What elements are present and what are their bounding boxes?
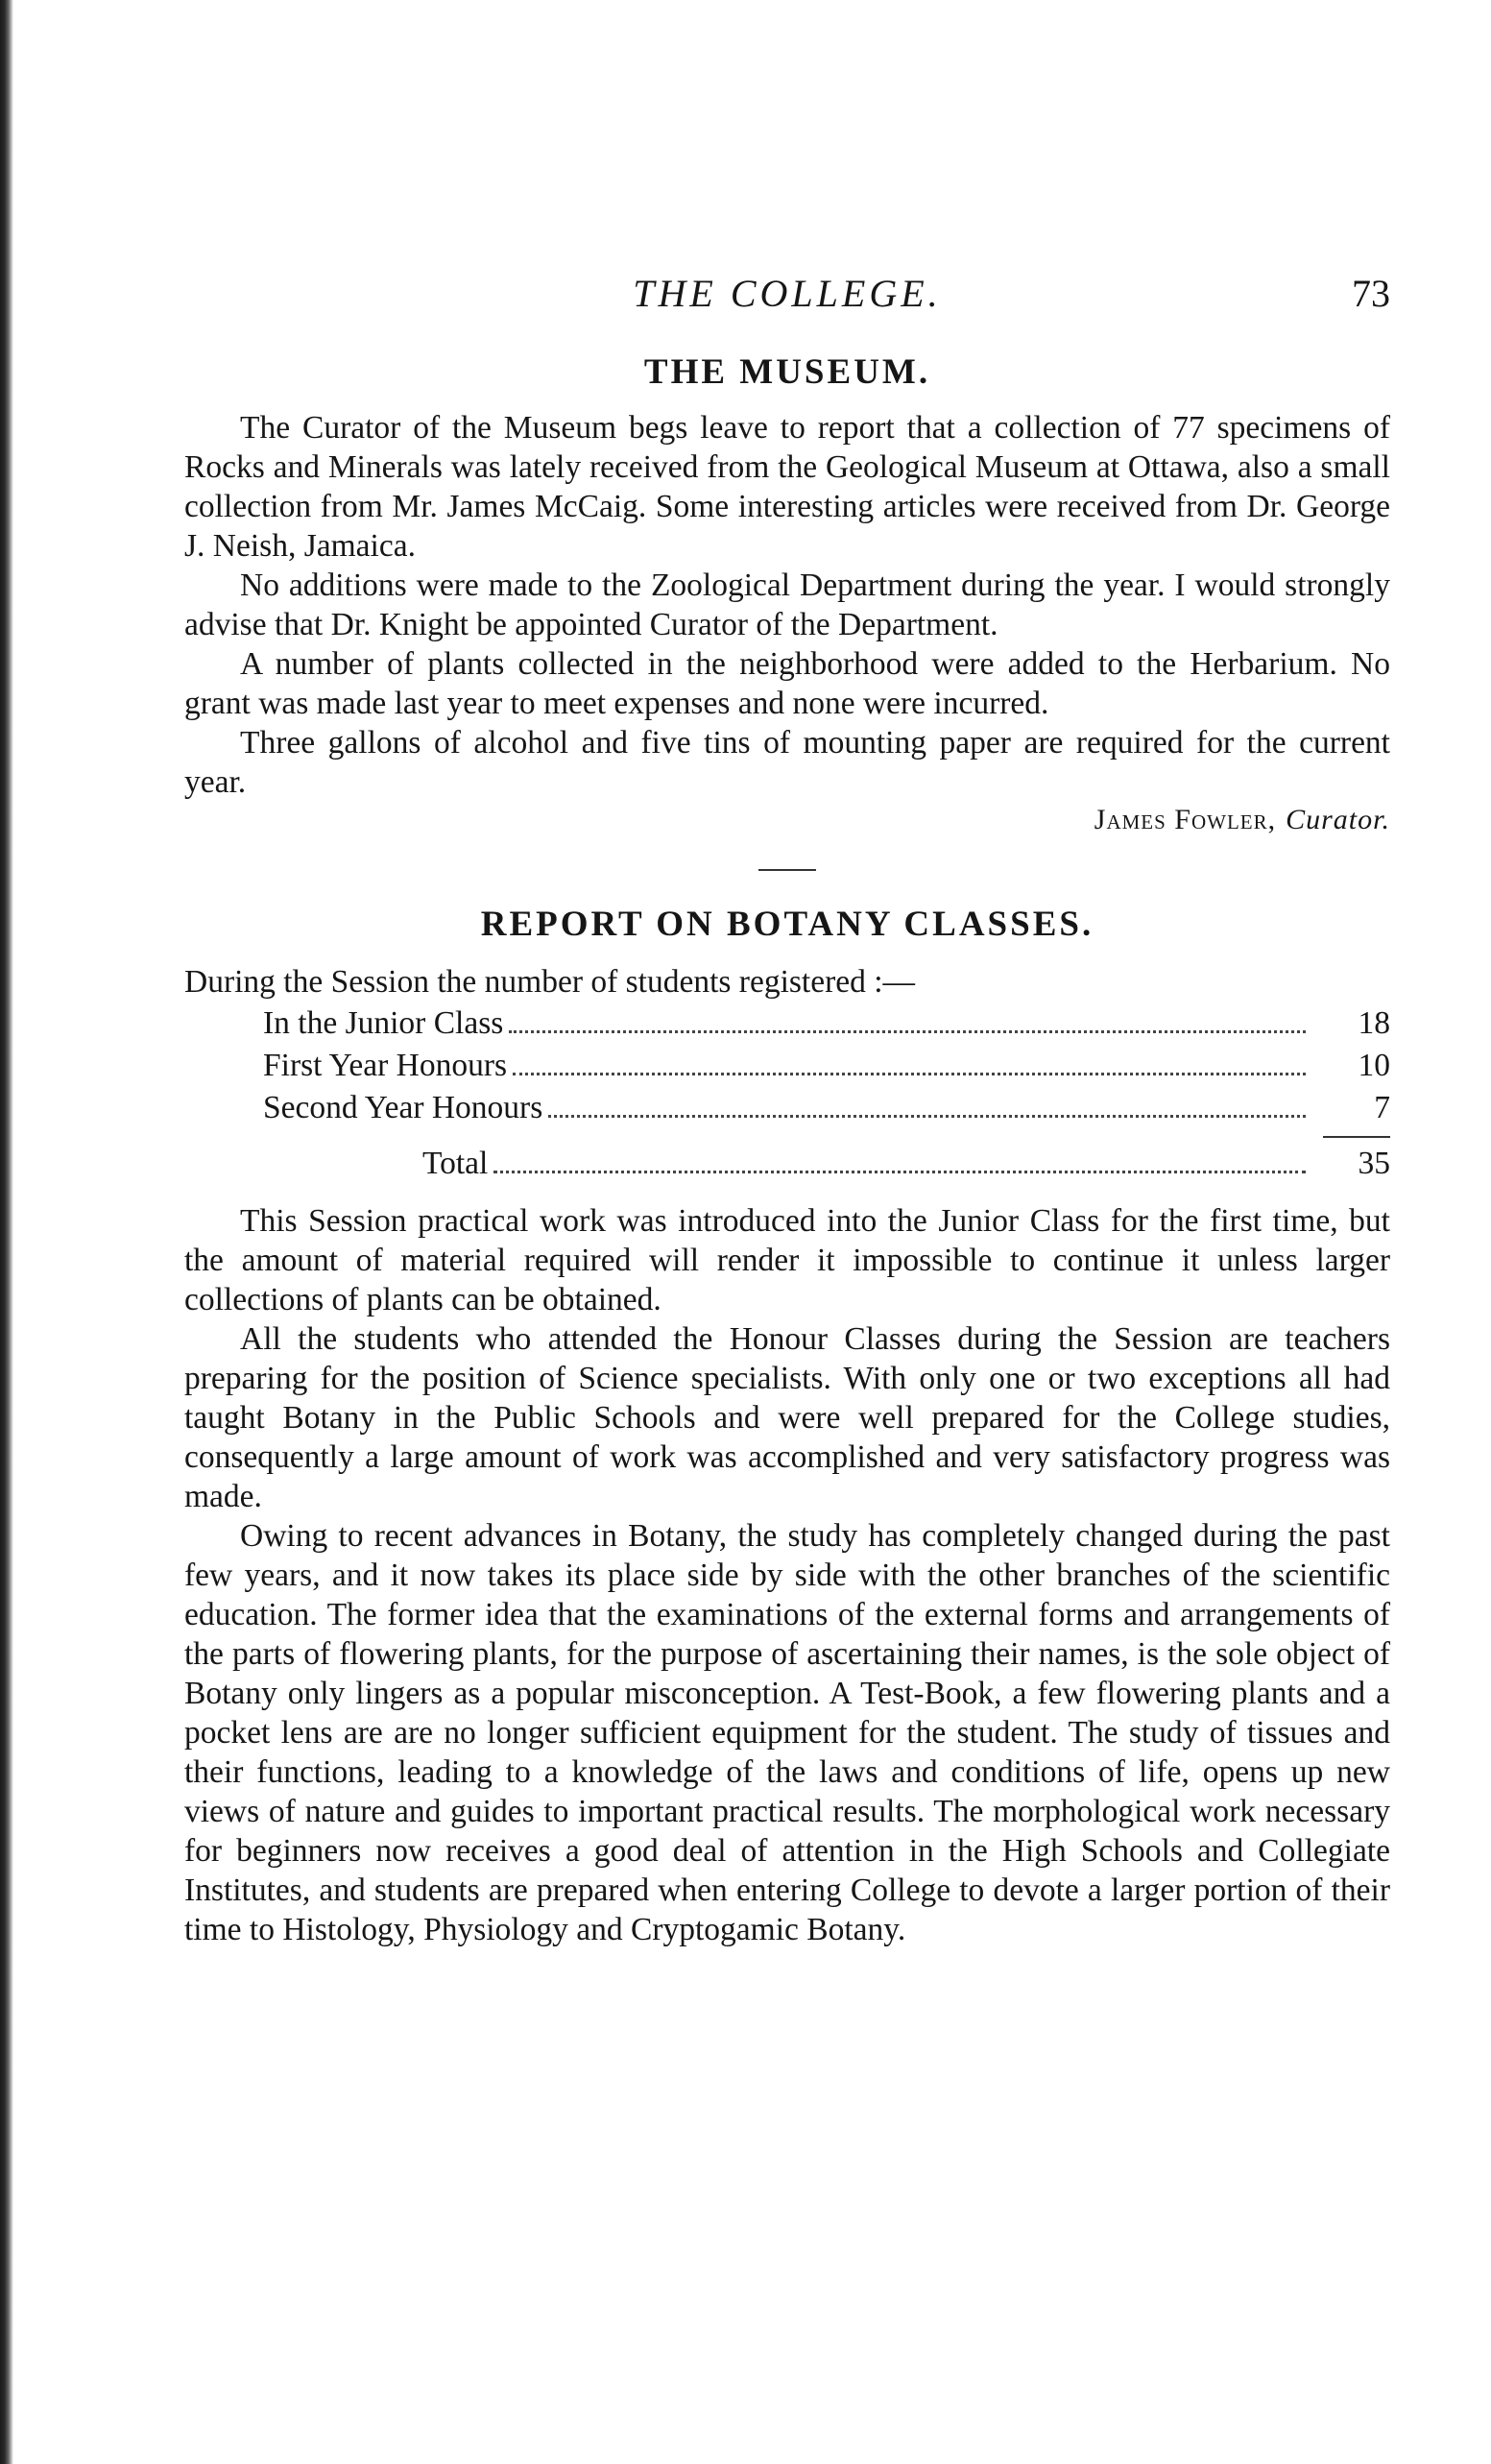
dot-leader — [513, 1073, 1306, 1075]
dot-leader — [509, 1030, 1306, 1033]
tally-value: 7 — [1374, 1090, 1390, 1125]
curator-role: Curator. — [1286, 804, 1390, 835]
section-divider — [758, 869, 816, 871]
tally-label: In the Junior Class — [263, 1005, 504, 1041]
curator-name: James Fowler, — [1094, 804, 1277, 835]
sum-line — [1323, 1136, 1390, 1138]
document-page — [184, 271, 1390, 1949]
museum-paragraph: A number of plants collected in the neighborhood were added to the Herbarium. No grant was made last year to meet expenses and none were incurred. — [184, 646, 1390, 721]
museum-paragraph: No additions were made to the Zoological Department during the year. I would strongly advise that Dr. Knight be appointed Curator of the Department. — [184, 568, 1390, 642]
museum-heading: THE MUSEUM. — [643, 352, 931, 392]
botany-paragraph: This Session practical work was introduced into the Junior Class for the first time, but the amount of material required will render it impossible to continue it unless larger collections of plants can be obtained. — [184, 1203, 1390, 1317]
binding-edge — [0, 0, 13, 2464]
tally-label: First Year Honours — [263, 1048, 508, 1083]
tally-row — [184, 1005, 1390, 1048]
registration-intro: During the Session the number of students registered :— — [184, 964, 916, 1000]
total-value: 35 — [1358, 1146, 1390, 1181]
dot-leader — [493, 1171, 1306, 1173]
museum-paragraph: Three gallons of alcohol and five tins of mounting paper are required for the current year. — [184, 725, 1390, 800]
botany-heading: REPORT ON BOTANY CLASSES. — [480, 905, 1094, 944]
tally-value: 10 — [1358, 1048, 1390, 1083]
running-title: THE COLLEGE. — [633, 272, 942, 315]
botany-paragraph: All the students who attended the Honour Classes during the Session are teachers preparing for the position of Science specialists. With only one or two exceptions all had taught Botany in the Public Schools and were well prepared for the College studies, consequently a large amount of work was accomplished and very satisfactory progress was made. — [184, 1321, 1390, 1514]
page-number: 73 — [1352, 272, 1390, 315]
tally-label: Second Year Honours — [263, 1090, 543, 1125]
curator-signature — [184, 804, 1390, 836]
tally-value: 18 — [1358, 1005, 1390, 1041]
running-head — [184, 271, 1390, 328]
tally-row — [184, 1048, 1390, 1090]
dot-leader — [548, 1115, 1306, 1118]
total-row — [184, 1146, 1390, 1188]
botany-paragraph: Owing to recent advances in Botany, the study has completely changed during the past few years, and it now takes its place side by side with the other branches of the scientific education. The former idea that the examinations of the external forms and arrangements of the parts of flowering plants, for the purpose of ascertaining their names, is the sole object of Botany only lingers as a popular misconception. A Test-Book, a few flowering plants and a pocket lens are are no longer sufficient equipment for the student. The study of tissues and their functions, leading to a knowledge of the laws and conditions of life, opens up new views of nature and guides to important practical results. The morphological work necessary for beginners now receives a good deal of attention in the High Schools and Collegiate Institutes, and students are prepared when entering College to devote a larger portion of their time to Histology, Physiology and Cryptogamic Botany. — [184, 1518, 1390, 1947]
museum-paragraph: The Curator of the Museum begs leave to report that a collection of 77 specimens of Rocks and Minerals was lately received from the Geological Museum at Ottawa, also a small collection from Mr. James McCaig. Some interesting articles were received from Dr. George J. Neish, Jamaica. — [184, 410, 1390, 564]
tally-row — [184, 1090, 1390, 1132]
registration-tally — [184, 1005, 1390, 1188]
total-label: Total — [422, 1146, 489, 1181]
